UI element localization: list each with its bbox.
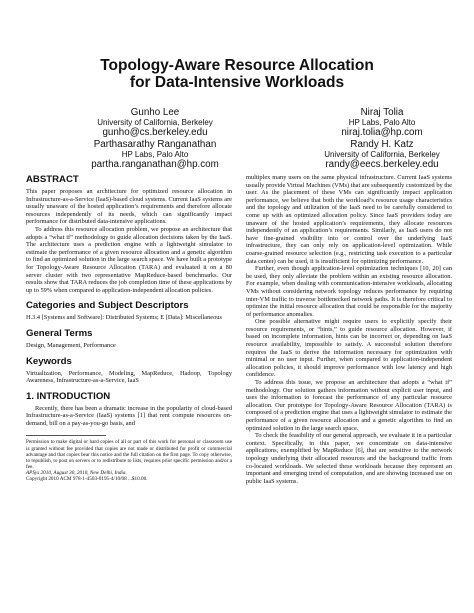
body-paragraph-1: multiplex many users on the same physical infrastructure. Current IaaS systems usually provide Virtual Machines (VMs) that are subsequently customized by the user. As the placement of these VMs can significantly impact application performance, we believe that both the workload’s resource usage characteristics and the topology and utilization of the IaaS need to be carefully considered to come up with an optimized allocation policy. Since IaaS providers today are unaware of the hosted application’s requirements, they allocate resources independently of an application’s requirements. Similarly, as IaaS users do not have fine-grained visibility into or control over the underlying IaaS infrastructure, they can only rely on application-level optimization. While coarse-grained resource selection (e.g., restricting task execution to a particular data center) can be used, it is insufficient for optimizing performance. [246, 174, 452, 265]
author-affiliation: HP Labs, Palo Alto [121, 150, 189, 159]
body-paragraph-4: To address this issue, we propose an architecture that adopts a “what if” methodology. Our solution gathers information without explicit user input, and uses the information to forecast the performance of any particular resource allocation. Our prototype for Topology-Aware Resource Allocation (TARA) is composed of a prediction engine that uses a lightweight simulator to estimate the performance of a given resource allocation and a genetic algorithm to find an optimized solution in the large search space. [246, 379, 452, 432]
author-name: Niraj Tolia [360, 107, 404, 118]
abstract-paragraph-2: To address this resource allocation problem, we propose an architecture that adopts a “what if” methodology to guide allocation decisions taken by the IaaS. The architecture uses a prediction engine with a lightweight simulator to estimate the performance of a given resource allocation and a genetic algorithm to find an optimized solution in the large search space. We have built a prototype for Topology-Aware Resource Allocation (TARA) and evaluated it on a 80 server cluster with two representative MapReduce-based benchmarks. Our results show that TARA reduces the job completion time of these applications by up to 59% when compared to application-independent allocation policies. [26, 225, 232, 294]
author-affiliation: University of California, Berkeley [324, 150, 440, 159]
keywords-heading: Keywords [26, 355, 72, 367]
author-affiliation: HP Labs, Palo Alto [348, 118, 416, 127]
abstract-paragraph-1: This paper proposes an architecture for optimized resource allocation in Infrastructure-as-a-Service (IaaS)-based cloud systems. Current IaaS systems are usually unaware of the hosted application’s requirements and therefore allocate resources independently of its needs, which can significantly impact performance for distributed data-intensive applications. [26, 188, 232, 226]
keywords-text: Virtualization, Performance, Modeling, MapReduce, Hadoop, Topology Awareness, Infrastructure-as-a-Service, IaaS [26, 369, 232, 385]
footnote-divider [26, 435, 106, 436]
author-block-4 [282, 139, 474, 170]
left-column [26, 174, 232, 482]
categories-text: H.3.4 [Systems and Software]: Distributed Systems; E [Data]: Miscellaneous [26, 314, 222, 322]
venue-line: APSys 2010, August 30, 2010, New Delhi, India. [26, 469, 127, 476]
paper-title-line-2: for Data-Intensive Workloads [129, 74, 345, 91]
general-terms-text: Design, Management, Performance [26, 341, 116, 349]
author-name: Parthasarathy Ranganathan [93, 139, 217, 150]
paper-title-line-1: Topology-Aware Resource Allocation [100, 57, 374, 74]
body-paragraph-2: Further, even though application-level optimization techniques [10, 20] can be used, they only alleviate the problem within an existing resource allocation. For example, when dealing with communication-intensive workloads, allocating VMs without considering network topology reduces performance by requiring inter-VM traffic to traverse bottlenecked network paths. It is therefore critical to optimize the initial resource allocation that could be responsible for the majority of performance anomalies. [246, 265, 452, 318]
author-email: gunho@cs.berkeley.edu [102, 127, 208, 138]
introduction-heading: 1. INTRODUCTION [26, 390, 111, 402]
author-email: partha.ranganathan@hp.com [91, 159, 219, 170]
copyright-line: Copyright 2010 ACM 978-1-4503-0195-4/10/08 ...$10.00. [26, 476, 148, 483]
author-affiliation: University of California, Berkeley [97, 118, 213, 127]
abstract-heading: ABSTRACT [26, 174, 79, 185]
categories-heading: Categories and Subject Descriptors [26, 300, 189, 312]
author-block-2 [282, 107, 474, 138]
body-paragraph-3: One possible alternative might require users to explicitly specify their resource requirements, or “hints,” to guide resource allocation. However, if based on incomplete information, hints can be incorrect or, depending on IaaS resource availability, impossible to satisfy. A successful solution therefore requires the IaaS to derive the information necessary for optimization with minimal or no user input. Further, when compared to application-independent allocation policies, it should improve performance with low latency and high confidence. [246, 318, 452, 379]
introduction-paragraph-1: Recently, there has been a dramatic increase in the popularity of cloud-based Infrastructure-as-a-Service (IaaS) systems [1] that rent compute resources on-demand, bill on a pay-as-you-go basis, and [26, 404, 232, 427]
author-name: Gunho Lee [130, 107, 180, 118]
author-block-1 [55, 107, 255, 138]
author-email: randy@eecs.berkeley.edu [325, 159, 439, 170]
copyright-notice: Permission to make digital or hard copies of all or part of this work for personal or classroom use is granted without fee provided that copies are not made or distributed for profit or commercial advantage and that copies bear this notice and the full citation on the first page. To copy otherwise, to republish, to post on servers or to redistribute to lists, requires prior specific permission and/or a fee. [26, 439, 232, 470]
author-name: Randy H. Katz [350, 139, 414, 150]
general-terms-heading: General Terms [26, 327, 93, 339]
author-block-3 [55, 139, 255, 170]
author-email: niraj.tolia@hp.com [341, 127, 423, 138]
body-paragraph-5: To check the feasibility of our general approach, we evaluate it in a particular context. Specifically, in this paper, we concentrate on data-intensive applications, exemplified by MapReduce [6], that are sensitive to the network topology underlying their allocated resources and the background traffic from co-located workloads. We selected these workloads because they represent an important and emerging trend of computation, and are showing increased use on public IaaS systems. [246, 432, 452, 485]
right-column [246, 174, 452, 485]
